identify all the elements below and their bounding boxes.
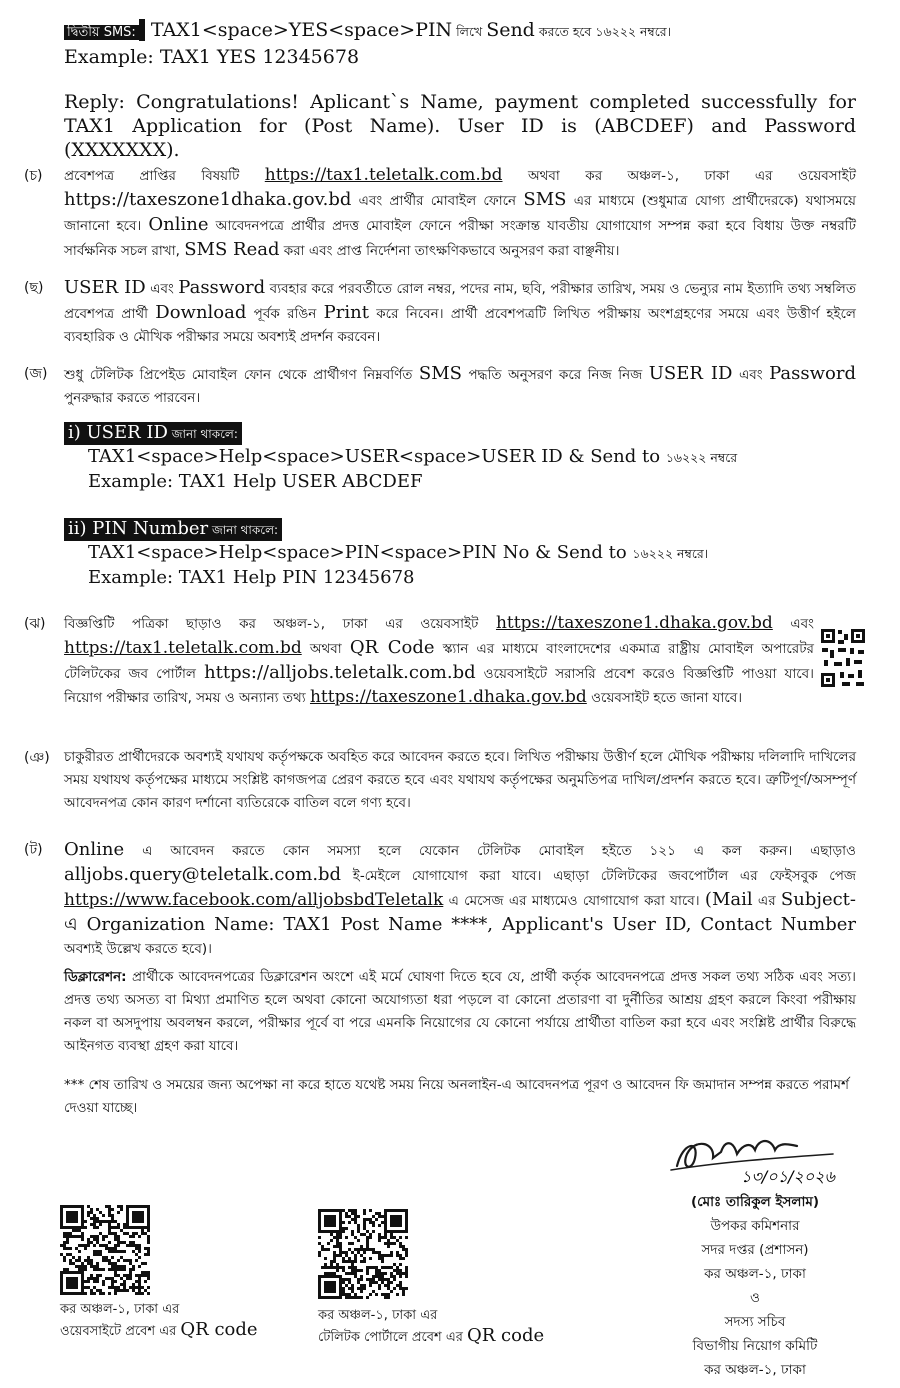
signatory-title-2: সদর দপ্তর (প্রশাসন) [701,1242,809,1258]
recover-userid-head [64,422,242,445]
clause-jha-text: বিজ্ঞপ্তিটি পত্রিকা ছাড়াও কর অঞ্চল-১, ঢাকা এর ওয়েবসাইট [64,616,496,632]
clause-ja-text: শুধু টেলিটক প্রিপেইড মোবাইল ফোন থেকে প্রার্থীগণ নিম্নবর্ণিত [64,367,419,383]
recover-pin-send: & Send to [529,542,633,563]
second-sms-block [64,18,864,69]
clause-nya-text: চাকুরীরত প্রার্থীদেরকে অবশ্যই যথাযথ কর্তৃপক্ষকে অবহিত করে আবেদন করতে হবে। লিখিত পরীক্ষায় উত্তীর্ণ হলে মৌখিক পরীক্ষায় দলিলাদি দাখিলের সময় যথাযথ কর্তৃপক্ষের মাধ্যমে সংশ্লিষ্ট কাগজপত্র প্রেরণ করতে হবে এবং যথাযথ কর্তৃপক্ষের অনুমতিপত্র দাখিল/প্রদর্শন করতে হবে। ত্রুটিপূর্ণ/অসম্পূর্ণ আবেদনপত্র কোন কারণ দর্শানো ব্যতিরেকে বাতিল বলে গণ্য হবে। [64,749,856,811]
recover-pin-format [88,541,824,566]
website-qr-block [60,1204,258,1342]
clause-chha-download: Download [155,302,247,323]
recover-pin-head [64,518,282,541]
clause-cha-smsread: SMS Read [184,239,280,260]
declaration [64,966,856,1058]
clause-chha-print: Print [323,302,369,323]
clause-ta-text: ই-মেইলে যোগাযোগ করা যাবে। এছাড়া টেলিটকের জবপোর্টাল এর ফেইসবুক পেজ [341,868,856,884]
clause-jha-qrcode: QR Code [349,637,435,658]
recover-pin-example: Example: TAX1 Help PIN 12345678 [88,567,415,588]
support-email-link[interactable]: alljobs.query@teletalk.com.bd [64,864,342,885]
second-sms-tag-tail [139,19,145,41]
clause-chha-password: Password [178,277,266,298]
clause-chha [24,276,856,349]
clause-ja-password: Password [769,363,856,384]
clause-ja-mark: (জ) [24,366,48,382]
recover-pin-head-bn: জানা থাকলে: [208,523,279,537]
clause-ja-text: এবং [732,367,770,383]
clause-ta-online: Online [64,839,125,860]
recover-pin-head-text: ii) PIN Number [68,518,209,539]
taxzone-link[interactable]: https://taxeszone1.dhaka.gov.bd [495,613,773,633]
recover-userid-head-bn: জানা থাকলে: [167,427,238,441]
facebook-link[interactable]: https://www.facebook.com/alljobsbdTeletalk [64,890,444,910]
website-qr-code[interactable] [60,1204,150,1296]
clause-ja-text: পুনরুদ্ধার করতে পারবেন। [64,390,201,406]
teletalk-qr-block [318,1206,544,1348]
signature-block [625,1128,885,1382]
alljobs-link[interactable]: https://alljobs.teletalk.com.bd [204,662,476,683]
clause-jha-text: ওয়েবসাইট হতে জানা যাবে। [586,690,743,706]
recover-pin-block [64,518,824,590]
clause-jha-text: স্ক্যান এর মাধ্যমে বাংলাদেশের একমাত্র রাষ্ট্রীয় মোবাইল অপারেটর টেলিটকের জব পোর্টাল [64,641,814,682]
recover-pin-number: ১৬২২২ নম্বরে। [632,546,709,561]
clause-cha-text: আবেদনপত্রে প্রার্থীর প্রদত্ত মোবাইল ফোনে পরীক্ষা সংক্রান্ত যাবতীয় যোগাযোগ সম্পন্ন করা হবে বিধায় উক্ত নম্বরটি সার্বক্ষনিক সচল রাখা, [64,218,856,259]
clause-chha-text: করে নিবেন। প্রার্থী প্রবেশপত্রটি লিখিত পরীক্ষায় অংশগ্রহণের সময়ে এবং উত্তীর্ণ হইলে ব্যবহারিক ও মৌখিক পরীক্ষার সময়ে অবশ্যই প্রদর্শন করবেন। [64,306,856,345]
clause-ta-text: এ মেসেজ এর মাধ্যমেও যোগাযোগ করা যাবে। [443,893,705,909]
signatory-title-7: কর অঞ্চল-১, ঢাকা [704,1362,806,1378]
clause-ta-text: এ আবেদন করতে কোন সমস্যা হলে যেকোন টেলিটক মোবাইল হইতে ১২১ এ কল করুন। এছাড়াও [124,843,856,859]
recover-userid-format-text: TAX1<space>Help<space>USER<space>USER ID [88,446,563,467]
clause-cha-online: Online [148,214,209,235]
clause-chha-userid: USER ID [64,277,146,298]
declaration-label: ডিক্লারেশন: [64,969,127,985]
clause-cha [24,164,856,263]
signature-mark [625,1128,885,1186]
taxzone-link[interactable]: https://taxeszone1.dhaka.gov.bd [309,687,587,707]
clause-jha-text: এবং [772,616,814,632]
clause-ta-subject: Subject-এ Organization Name: TAX1 Post Name ****, Applicant's User ID, Contact Number [64,889,856,935]
second-sms-tag: দ্বিতীয় SMS: [64,25,139,40]
clause-ta-text: এর [752,893,781,909]
teletalk-link[interactable]: https://tax1.teletalk.com.bd [264,165,503,185]
side-qr-svg [820,628,866,688]
clause-ja-userid: USER ID [648,363,733,384]
signatory-title-4: ও [750,1290,760,1306]
clause-nya-mark: (ঞ) [24,750,50,766]
clause-chha-text: এবং [145,281,179,297]
declaration-text: প্রার্থীকে আবেদনপত্রের ডিক্লারেশন অংশে এই মর্মে ঘোষণা দিতে হবে যে, প্রার্থী কর্তৃক আবেদনপত্রে প্রদত্ত সকল তথ্য সঠিক এবং সত্য। প্রদত্ত তথ্য অসত্য বা মিথ্যা প্রমাণিত হলে অথবা কোনো অযোগ্যতা ধরা পড়লে বা কোনো প্রতারণা বা দুর্নীতির আশ্রয় গ্রহণ করলে কিংবা পরীক্ষায় নকল বা অসদুপায় অবলম্বন করলে, পরীক্ষার পূর্বে বা পরে এমনকি নিয়োগের যে কোনো পর্যায়ে প্রার্থীতা বাতিল করা হবে এবং সংশ্লিষ্ট প্রার্থীর বিরুদ্ধে আইনগত ব্যবস্থা গ্রহণ করা যাবে। [64,969,856,1054]
signatory-title-6: বিভাগীয় নিয়োগ কমিটি [692,1338,818,1354]
website-qr-caption-1: কর অঞ্চল-১, ঢাকা এর [60,1302,180,1317]
clause-chha-text: পূর্বক রঙিন [246,306,324,322]
recover-userid-number: ১৬২২২ নম্বরে [665,450,738,465]
teletalk-qr-label: QR code [467,1325,545,1346]
second-sms-format: TAX1<space>YES<space>PIN [150,19,453,41]
clause-ta-mark: (ট) [24,842,43,858]
clause-nya [24,746,856,815]
clause-chha-mark: (ছ) [24,280,44,296]
teletalk-qr-code[interactable] [318,1206,408,1302]
clause-cha-text: এর মাধ্যমে (শুধুমাত্র যোগ্য প্রার্থীদেরকে) যথাসময়ে জানানো হবে। [64,193,857,234]
second-sms-text-a: লিখে [452,24,487,39]
clause-cha-sms: SMS [523,189,567,210]
taxzone-link[interactable]: https://taxeszone1dhaka.gov.bd [64,189,352,210]
recover-userid-head-text: i) USER ID [68,422,168,443]
reply-message: Reply: Congratulations! Aplicant`s Name, payment completed successfully for TAX1 Application for (Post Name). User ID is (ABCDEF) and Password (XXXXXXX). [64,91,856,161]
clause-jha-text: অথবা [301,641,350,657]
signatory-title-3: কর অঞ্চল-১, ঢাকা [704,1266,806,1282]
teletalk-link[interactable]: https://tax1.teletalk.com.bd [64,638,302,658]
clause-chha-text: ব্যবহার করে পরবর্তীতে রোল নম্বর, পদের নাম, ছবি, পরীক্ষার তারিখ, সময় ও ভেন্যুর নাম ইত্যাদি তথ্য সম্বলিত প্রবেশপত্র প্রার্থী [64,281,856,322]
website-qr-label: QR code [180,1319,258,1340]
signature-date: ১৩/০১/২০২৬ [741,1167,835,1186]
clause-ta [24,838,856,961]
clause-jha [24,612,814,710]
clause-ta-mail: (Mail [704,889,753,910]
clause-ta-text: অবশ্যই উল্লেখ করতে হবে)। [64,941,212,957]
clause-ja-sms: SMS [418,363,462,384]
recover-userid-example: Example: TAX1 Help USER ABCDEF [88,471,423,492]
teletalk-qr-caption-1: কর অঞ্চল-১, ঢাকা এর [318,1308,438,1323]
website-qr-caption-2 [60,1320,258,1342]
clause-jha-text: ওয়েবসাইটে সরাসরি প্রবেশ করেও বিজ্ঞপ্তিটি পাওয়া যাবে। নিয়োগ পরীক্ষার তারিখ, সময় ও অন্যান্য তথ্য [64,666,814,706]
signatory-name: (মোঃ তারিকুল ইসলাম) [690,1194,820,1210]
clause-cha-text: করা এবং প্রাপ্ত নির্দেশনা তাৎক্ষণিকভাবে অনুসরণ করা বাঞ্ছনীয়। [279,243,620,259]
clause-ja-text: পদ্ধতি অনুসরণ করে নিজ নিজ [461,367,649,383]
recover-userid-block [64,422,824,494]
recover-userid-send: & Send to [562,446,666,467]
side-qr-code [820,628,866,688]
signatory-title-1: উপকর কমিশনার [710,1218,800,1234]
closing-note: *** শেষ তারিখ ও সময়ের জন্য অপেক্ষা না করে হাতে যথেষ্ট সময় নিয়ে অনলাইন-এ আবেদনপত্র পূরণ ও আবেদন ফি জমাদান সম্পন্ন করতে পরামর্শ দেওয়া যাচ্ছে। [64,1077,849,1116]
signatory-title-5: সদস্য সচিব [724,1314,786,1330]
clause-cha-text: এবং প্রার্থীর মোবাইল ফোনে [351,193,524,209]
recover-userid-format [88,445,824,470]
teletalk-qr-caption-text: টেলিটক পোর্টালে প্রবেশ এর [318,1330,467,1345]
clause-cha-text: অথবা কর অঞ্চল-১, ঢাকা এর ওয়েবসাইট [502,168,856,184]
second-sms-text-b: করতে হবে ১৬২২২ নম্বরে। [534,24,672,39]
recover-pin-format-text: TAX1<space>Help<space>PIN<space>PIN No [88,542,530,563]
teletalk-qr-caption-2 [318,1326,544,1348]
second-sms-example: Example: TAX1 YES 12345678 [64,46,360,68]
clause-ja [24,362,856,410]
website-qr-caption-text: ওয়েবসাইটে প্রবেশ এর [60,1324,181,1339]
second-sms-send: Send [486,19,535,41]
clause-cha-mark: (চ) [24,168,43,184]
clause-cha-text: প্রবেশপত্র প্রাপ্তির বিষয়টি [64,168,265,184]
clause-jha-mark: (ঝ) [24,616,46,632]
